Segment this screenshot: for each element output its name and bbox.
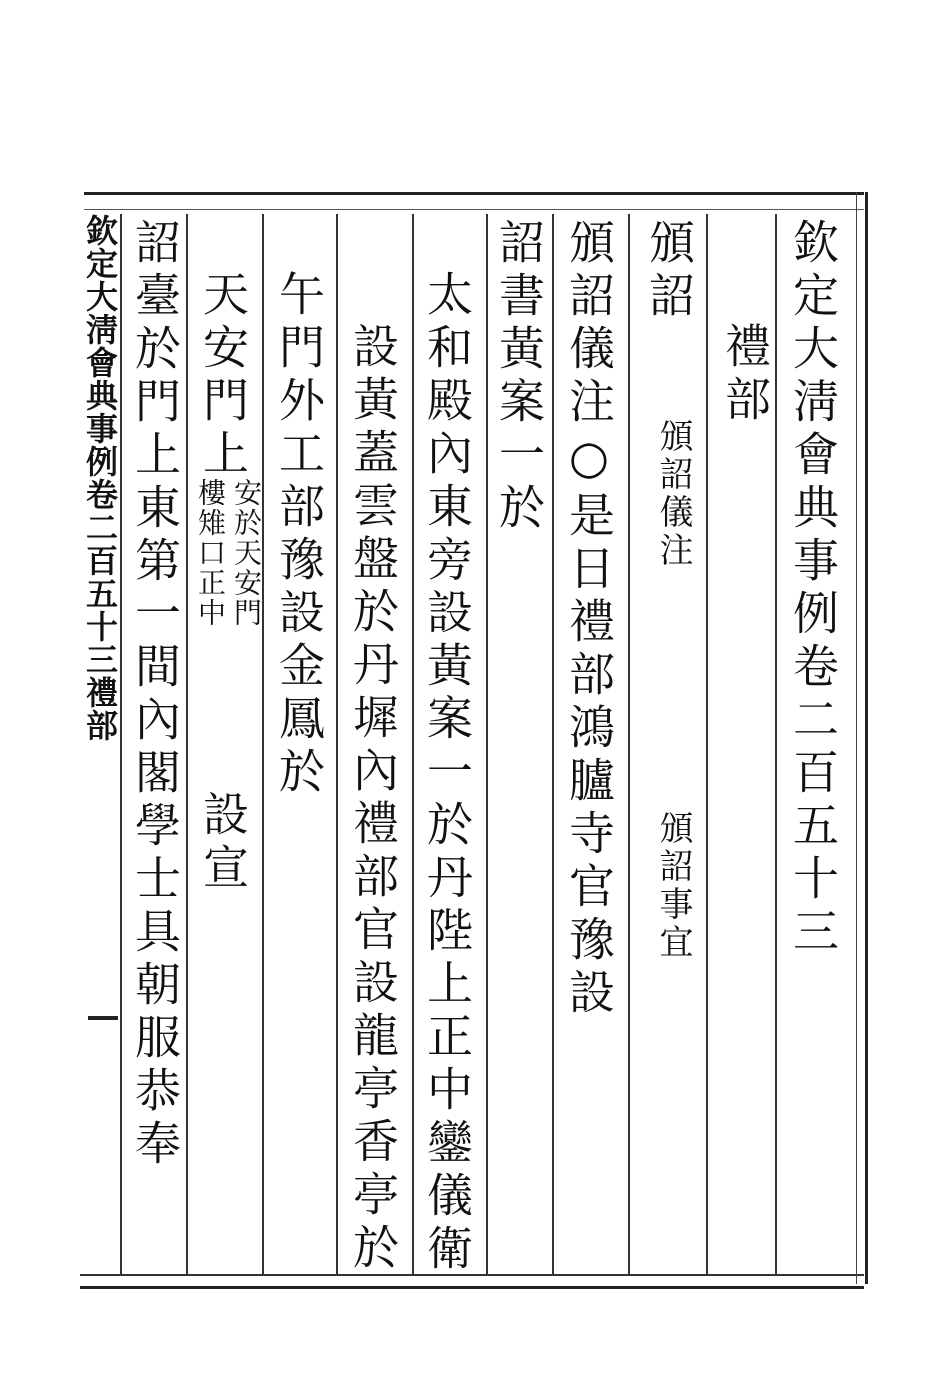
column-rule xyxy=(486,214,488,1276)
text-column: 午門外工部豫設金鳳於 xyxy=(272,270,326,800)
column-rule xyxy=(262,214,264,1276)
text-column: 詔臺於門上東第一間內閣學士具朝服恭奉 xyxy=(128,218,182,1172)
folio-mark xyxy=(88,1016,118,1020)
column-rule xyxy=(186,214,188,1276)
column-rule xyxy=(552,214,554,1276)
column-rule xyxy=(706,214,708,1276)
toc-entry: 頒詔儀注 xyxy=(653,418,693,570)
right-border xyxy=(856,192,868,1284)
heading: 頒詔 xyxy=(642,218,696,324)
text-column: 詔書黃案一於 xyxy=(492,218,546,536)
column-rule xyxy=(628,214,630,1276)
top-border xyxy=(84,192,864,210)
column-rule xyxy=(775,214,777,1276)
column-rule xyxy=(412,214,414,1276)
fold-margin-title: 欽定大淸會典事例卷二百五十三禮部 xyxy=(81,214,119,742)
text-column: 太和殿內東旁設黃案一於丹陛上正中鑾儀衛 xyxy=(420,270,474,1277)
interlinear-note: 樓雉口正中 xyxy=(194,478,227,628)
text-column: 頒詔儀注○是日禮部鴻臚寺官豫設 xyxy=(562,218,616,1021)
section-name: 禮部 xyxy=(718,322,772,428)
text-column: 天安門上 xyxy=(196,270,250,482)
text-column: 設宣 xyxy=(196,790,250,896)
column-rule xyxy=(120,214,122,1276)
volume-title: 欽定大淸會典事例卷二百五十三 xyxy=(786,218,840,960)
toc-entry: 頒詔事宜 xyxy=(653,810,693,962)
column-rule xyxy=(336,214,338,1276)
text-column: 設黃蓋雲盤於丹墀內禮部官設龍亭香亭於 xyxy=(346,322,400,1276)
interlinear-note: 安於天安門 xyxy=(230,478,263,628)
